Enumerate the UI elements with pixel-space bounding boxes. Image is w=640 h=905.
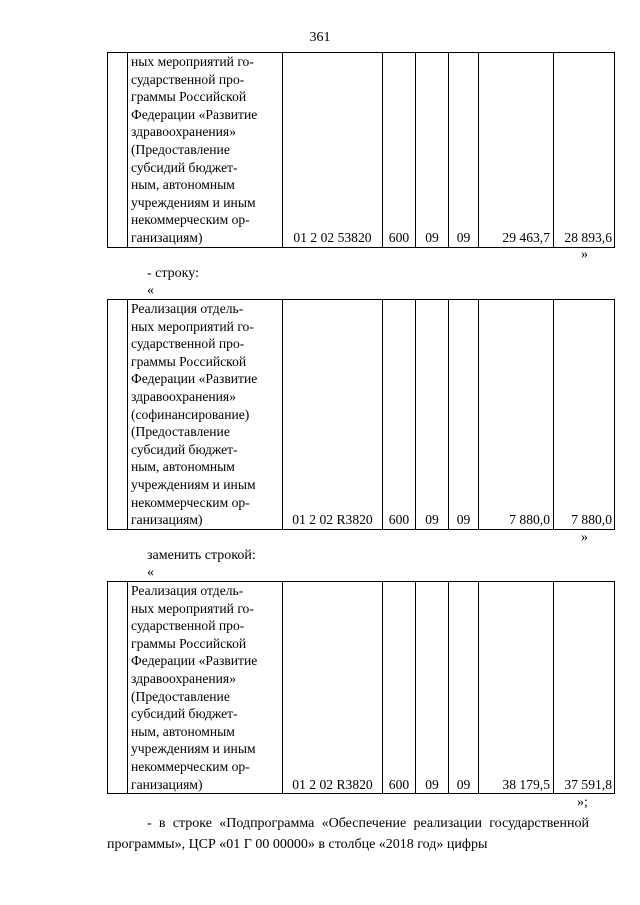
amount-2018-cell: 29 463,7	[479, 53, 554, 248]
pr-cell: 09	[449, 582, 479, 794]
budget-table-3	[107, 581, 615, 794]
rz-cell: 09	[416, 300, 449, 530]
close-quote: »	[581, 530, 588, 545]
open-quote: «	[147, 283, 154, 298]
rz-cell: 09	[416, 53, 449, 248]
rz-cell: 09	[416, 582, 449, 794]
pr-cell: 09	[449, 300, 479, 530]
open-quote: «	[147, 565, 154, 580]
budget-table-1	[107, 52, 615, 248]
body-paragraph: - в строке «Подпрограмма «Обеспечение реализации государственной программы», ЦСР «01 Г 00 00000» в столбце «2018 год» цифры	[107, 816, 589, 852]
vr-cell: 600	[383, 582, 416, 794]
csr-cell: 01 2 02 53820	[283, 53, 383, 248]
amount-2019-cell: 28 893,6	[554, 53, 615, 248]
vr-cell: 600	[383, 300, 416, 530]
vr-cell: 600	[383, 53, 416, 248]
instruction-line: - строку:	[147, 266, 199, 281]
csr-cell: 01 2 02 R3820	[283, 300, 383, 530]
empty-cell	[108, 53, 128, 248]
amount-2018-cell: 38 179,5	[479, 582, 554, 794]
row-name-text: ных мероприятий го- сударственной про- граммы Российской Федерации «Развитие здравоохранения» (Предоставление субсидий бюджет- ным, автономным учреждениям и иным некоммерческим ор- ганизациям)	[131, 54, 258, 245]
table-row	[108, 582, 615, 794]
csr-cell: 01 2 02 R3820	[283, 582, 383, 794]
page-number: 361	[309, 30, 331, 45]
empty-cell	[108, 582, 128, 794]
budget-table-2	[107, 299, 615, 530]
row-name-cell	[128, 53, 283, 248]
empty-cell	[108, 300, 128, 530]
close-quote: »	[581, 247, 588, 262]
amount-2019-cell: 37 591,8	[554, 582, 615, 794]
row-name-cell	[128, 300, 283, 530]
row-name-cell	[128, 582, 283, 794]
amount-2019-cell: 7 880,0	[554, 300, 615, 530]
table-row	[108, 300, 615, 530]
instruction-line: заменить строкой:	[147, 548, 256, 563]
close-quote: »;	[577, 795, 588, 810]
row-name-text: Реализация отдель- ных мероприятий го- сударственной про- граммы Российской Федерации «Развитие здравоохранения» (Предоставление субсидий бюджет- ным, автономным учреждениям и иным некоммерческим ор- ганизациям)	[131, 583, 258, 792]
pr-cell: 09	[449, 53, 479, 248]
table-row	[108, 53, 615, 248]
amount-2018-cell: 7 880,0	[479, 300, 554, 530]
row-name-text: Реализация отдель- ных мероприятий го- сударственной про- граммы Российской Федерации «Развитие здравоохранения» (софинансирование) (Предоставление субсидий бюджет- ным, автономным учреждениям и иным некоммерческим ор- ганизациям)	[131, 301, 258, 528]
